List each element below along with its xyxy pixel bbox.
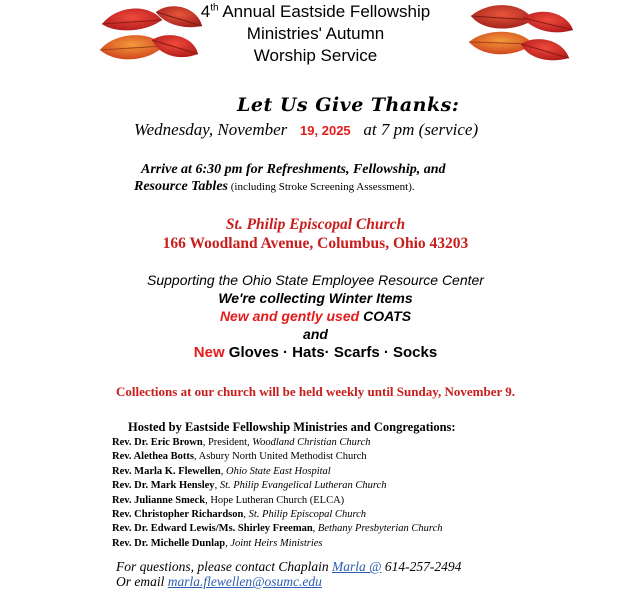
arrive-line-2: Resource Tables (including Stroke Screening Assessment). [134,179,415,194]
host-organization: Asbury North United Methodist Church [198,451,367,463]
support-line-1: Supporting the Ohio State Employee Resource Center [147,272,484,288]
service-date: Wednesday, November 19, 2025 at 7 pm (service) [134,120,479,139]
host-row [112,465,612,479]
host-name: Rev. Dr. Edward Lewis/Ms. Shirley Freeman [112,523,313,535]
host-row [112,508,612,522]
host-role: , [243,509,249,521]
host-role: , President, [202,437,253,448]
title-line-1: 4th Annual Eastside Fellowship [200,2,431,21]
title-line-3: Worship Service [253,46,378,65]
host-organization: St. Philip Evangelical Lutheran Church [219,480,387,492]
host-row [112,494,612,508]
host-role: , [193,451,199,463]
page-title [0,1,631,67]
hosts-title: Hosted by Eastside Fellowship Ministries and Congregations: [128,420,456,434]
host-row [112,450,612,464]
support-line-2: We're collecting Winter Items [218,290,413,306]
support-line-3: New and gently used COATS [219,308,412,324]
host-name: Rev. Dr. Mark Hensley [112,480,215,492]
title-line-2: Ministries' Autumn [246,24,385,43]
host-row [112,537,612,551]
host-organization: Joint Heirs Ministries [230,537,323,549]
contact-line-1: For questions, please contact Chaplain Marla @ 614-257-2494 [116,559,462,574]
host-organization: Woodland Christian Church [252,437,371,448]
host-organization: St. Philip Episcopal Church [248,509,367,521]
collections-notice: Collections at our church will be held weekly until Sunday, November 9. [115,384,516,399]
email-link[interactable]: marla.flewellen@osumc.edu [167,574,322,589]
arrive-line-1: Arrive at 6:30 pm for Refreshments, Fellowship, and [141,162,446,177]
host-name: Rev. Dr. Eric Brown [112,437,203,448]
host-role: , [205,494,211,506]
chaplain-contact-link[interactable]: Marla @ [331,559,382,574]
contact-line-2: Or email marla.flewellen@osumc.edu [116,574,322,589]
host-name: Rev. Dr. Michelle Dunlap [112,537,226,549]
host-organization: Bethany Presbyterian Church [317,523,443,535]
host-row [112,479,612,493]
host-row [112,522,612,536]
support-line-4: and [303,326,328,342]
host-role: , [312,523,318,535]
church-address: 166 Woodland Avenue, Columbus, Ohio 43203 [162,235,469,252]
host-row [112,436,612,450]
host-name: Rev. Julianne Smeck [112,494,206,506]
support-line-5: New Gloves · Hats· Scarfs · Socks [193,344,438,361]
host-name: Rev. Marla K. Flewellen [112,465,221,477]
host-organization: Hope Lutheran Church (ELCA) [210,494,345,506]
host-role: , [214,480,220,492]
hosts-list [112,436,612,551]
host-name: Rev. Christopher Richardson [112,509,244,521]
church-name: St. Philip Episcopal Church [225,216,406,233]
host-role: , [220,465,227,477]
host-role: , [225,537,231,549]
host-name: Rev. Alethea Botts [112,451,194,463]
thanks-heading: Let Us Give Thanks: [237,94,460,116]
host-organization: Ohio State East Hospital [226,465,331,477]
